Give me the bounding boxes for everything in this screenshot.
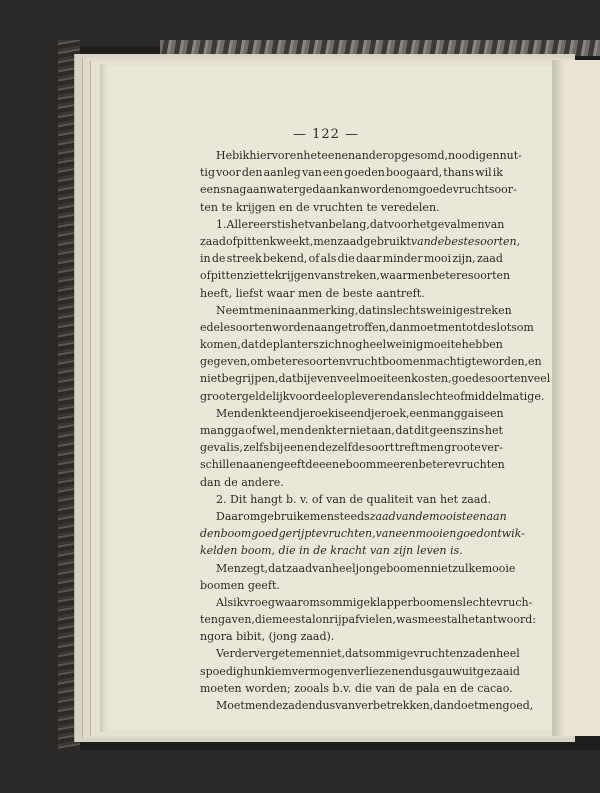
text-line: Daarom gebruike men steeds zaad van de mooiste en aan [216,509,507,523]
text-line: grooter geldelijk voordeel opleveren dan slechte of middelmatige. [200,389,545,403]
text-line: Neemt men in aanmerking, dat in slechts weinige streken [216,303,512,317]
facing-page-edge [552,60,600,736]
text-line: eens na gaan wat er gedaan kan worden om goede vruchtsoor- [200,183,517,197]
text-line: 1. Allereerst is het van belang, dat voor het geval men van [216,217,505,231]
text-line: Men zegt, dat zaad van heel jonge boomen niet zulke mooie [216,561,516,575]
page-body-text [200,147,551,714]
text-line: in de streek bekend, of als die daar minder mooi zijn, zaad [200,252,503,266]
text-line: schillen aan en geeft de eene boom meer en betere vruchten [200,458,505,472]
text-line: geval is, zelfs bij een en dezelfde soort treft men groote ver- [200,441,503,455]
text-line: kelden boom, die in de kracht van zijn leven is. [200,544,463,558]
text-line: tig voor den aanleg van een goeden boogaard, thans wil ik [200,166,503,180]
text-line: den boom goed gerijpte vruchten, van een mooien goed ontwik- [200,527,525,541]
text-line: niet begrijpen, dat bij evenveel moeite en kosten, goede soorten veel [200,372,551,386]
text-line: 2. Dit hangt b. v. of van de qualiteit van het zaad. [216,492,491,506]
text-line: Verder vergete men niet, dat sommige vruchtenzaden heel [216,647,520,661]
text-line: ten gaven, die meestal onrijp afvielen, was meestal het antwoord: [200,613,536,627]
text-line: edele soorten worden aangetroffen, dan moet men tot de slotsom [200,320,534,334]
text-line: gegeven, om betere soorten vruchtboomen machtig te worden, en [200,355,542,369]
text-line: Als ik vroeg waarom sommige klapperboomen slechte vruch- [216,595,533,609]
text-line: of pitten ziet te krijgen van streken, waar men betere soorten [200,269,511,283]
text-line: ngora bibit, (jong zaad). [200,630,335,644]
text-line: mangga of wel, men denkt er niet aan, dat dit geenszins het [200,424,503,437]
text-line: Heb ik hiervoren het een en ander opgesomd, noodig en nut- [216,149,522,162]
text-line: ten te krijgen en de vruchten te veredelen. [200,200,440,214]
text-line: boomen geeft. [200,578,280,592]
text-line: zaad of pitten kweekt, men zaad gebruikt van de beste soorten, [200,234,521,248]
text-line: komen, dat de planters zich nog heel weinig moeite hebben [200,338,503,352]
text-line: moeten worden; zooals b.v. die van de pala en de cacao. [200,681,513,695]
text-line: spoedig hun kiemvermogen verliezen en dus gauw uitgezaaid [200,664,520,678]
text-line: heeft, liefst waar men de beste aantreft. [200,286,425,300]
text-line: dan de andere. [200,475,284,489]
text-line: Moet men de zaden dus van ver betrekken, dan doet men goed, [216,699,534,712]
page-number: — 122 — [292,127,360,142]
text-line: Men denkt een djeroek is een djeroek, een mangga is een [216,406,504,420]
